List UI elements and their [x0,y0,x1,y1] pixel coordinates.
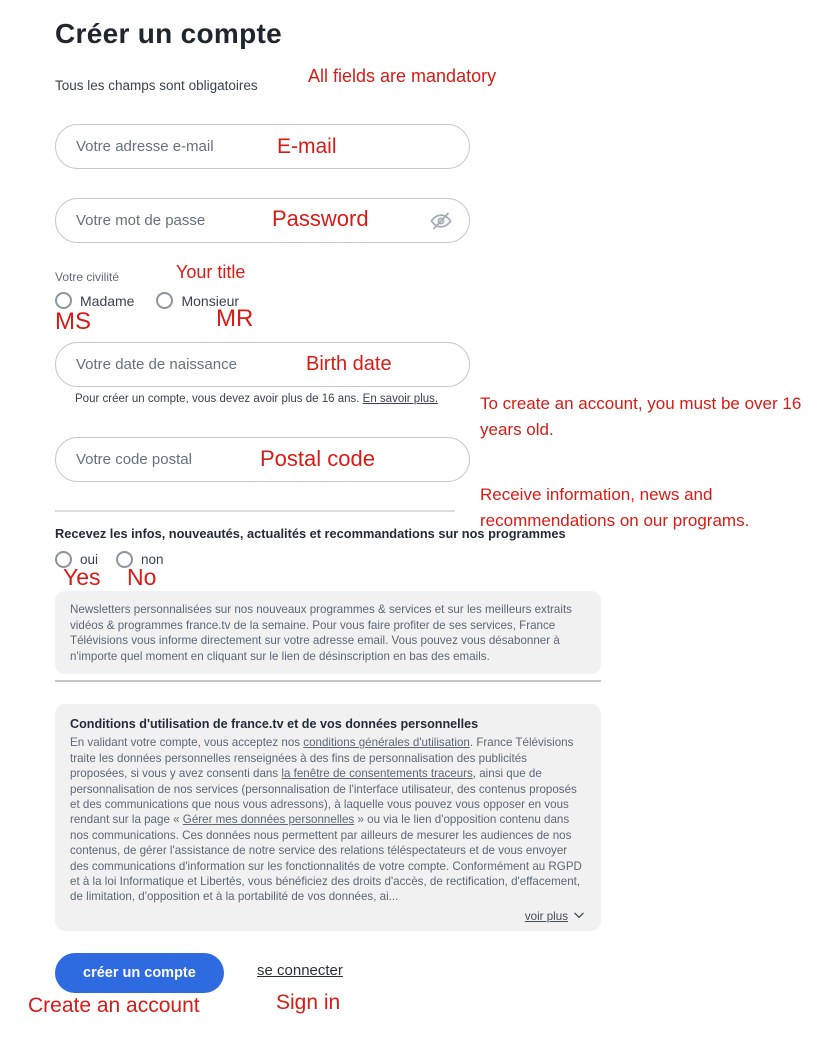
radio-oui-label: oui [80,552,99,567]
newsletter-question: Recevez les infos, nouveautés, actualités et recommandations sur nos programmes [55,526,566,541]
annotation-sign-in: Sign in [276,991,341,1014]
learn-more-link[interactable]: En savoir plus. [362,393,439,405]
annotation-age-note: To create an account, you must be over 16 years old. [480,394,802,439]
section-divider-bottom [55,680,601,682]
age-helper [75,393,438,405]
see-more-link[interactable]: voir plus [524,910,568,924]
birthdate-field-wrap [55,342,470,387]
annotation-no: No [127,564,157,590]
annotation-your-title: Your title [176,262,246,282]
annotation-create-account: Create an account [28,994,200,1017]
page-title: Créer un compte [55,18,282,49]
terms-box [55,704,601,931]
create-account-button[interactable]: créer un compte [55,953,224,993]
civility-label: Votre civilité [55,270,120,284]
email-field[interactable] [55,124,470,169]
annotation-birthdate: Birth date [306,353,392,375]
terms-seg4: » ou via le lien d'opposition contenu dans nos communications. Ces données nous permettent par ailleurs de mesurer les audiences de nos contenus, de gérer l'assistance de notre service des relations téléspectateurs et de vous envoyer des communications d'information sur les fonctionnalités de votre compte. Conformément au RGPD et à la loi Informatique et Libertés, vous bénéficiez des droits d'accès, de rectification, d'effacement, de limitation, d'opposition et à la portabilité de vos données, ai... [70,813,582,904]
email-field-wrap [55,124,470,169]
annotation-mr: MR [216,305,254,332]
newsletter-info-text: Newsletters personnalisées sur nos nouveaux programmes & services et sur les meilleurs extraits vidéos & programmes france.tv de la semaine. Pour vous faire profiter de ses services, France Télévisions vous informe directement sur votre adresse email. Vous pouvez vous désabonner à n'importe quel moment en cliquant sur le lien de désinscription en bas des emails. [70,603,572,663]
consent-window-link[interactable]: la fenêtre de consentements traceurs [281,767,473,781]
radio-madame[interactable] [55,292,134,309]
newsletter-info-box [55,591,601,674]
password-field-wrap [55,198,470,243]
annotation-mandatory: All fields are mandatory [308,66,497,86]
age-helper-text: Pour créer un compte, vous devez avoir plus de 16 ans. [75,393,363,405]
radio-monsieur-label: Monsieur [181,292,240,309]
section-divider-top [55,510,455,512]
terms-body [70,735,586,904]
terms-seg3: , ainsi que de personnalisation de nos services (personnalisation de l'interface utilisateur, des contenus proposés et des communications que nous vous adressons), à laquelle vous pouvez vous opposer en vous rendant sur la page « [70,767,577,827]
password-visibility-icon[interactable] [428,208,454,234]
annotation-password: Password [272,206,369,231]
annotation-yes: Yes [63,564,101,590]
radio-madame-circle[interactable] [55,292,72,309]
annotation-email: E-mail [277,135,337,158]
terms-title: Conditions d'utilisation de france.tv et de vos données personnelles [70,717,479,731]
radio-non-label: non [141,552,164,567]
see-more-row [70,908,586,926]
annotation-ms: MS [55,308,91,335]
terms-conditions-link[interactable]: conditions générales d'utilisation [303,736,470,750]
sign-in-link[interactable]: se connecter [257,962,343,979]
chevron-down-icon[interactable] [572,908,586,926]
mandatory-fields-note: Tous les champs sont obligatoires [55,78,258,93]
password-field[interactable] [55,198,470,243]
birthdate-field[interactable] [55,342,470,387]
manage-data-link[interactable]: Gérer mes données personnelles [182,813,355,827]
annotation-postal: Postal code [260,446,375,471]
radio-monsieur-circle[interactable] [156,292,173,309]
terms-seg1: En validant votre compte, vous acceptez nos [70,736,304,750]
annotation-receive-note: Receive information, news and recommendations on our programs. [480,485,750,530]
radio-madame-label: Madame [80,292,135,309]
civility-radio-group [55,292,239,309]
terms-seg2: . France Télévisions traite les données personnelles renseignées à des fins de personnalisation des publicités proposées, si vous y avez consenti dans [70,736,574,781]
